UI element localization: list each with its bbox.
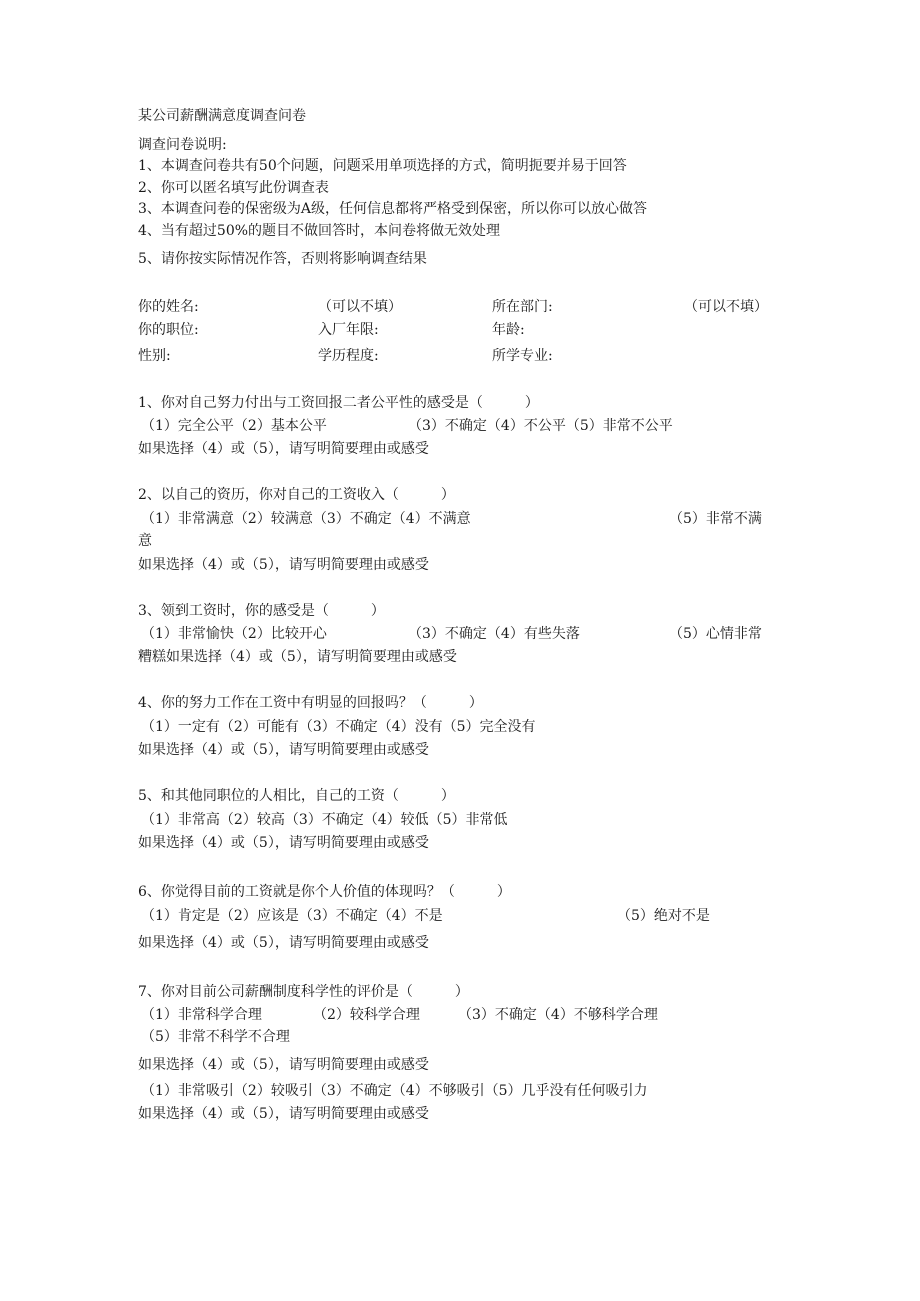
question-options: 意 bbox=[138, 533, 152, 549]
reason-prompt: 如果选择（4）或（5），请写明简要理由或感受 bbox=[138, 1057, 429, 1073]
reason-prompt: 如果选择（4）或（5），请写明简要理由或感受 bbox=[138, 1106, 429, 1122]
name-label: 你的姓名: bbox=[138, 299, 199, 315]
age-label: 年龄: bbox=[492, 322, 525, 338]
reason-prompt: 糟糕如果选择（4）或（5），请写明简要理由或感受 bbox=[138, 649, 457, 665]
question-options: （1）肯定是（2）应该是（3）不确定（4）不是 bbox=[141, 908, 443, 924]
instructions-heading: 调查问卷说明: bbox=[138, 137, 227, 153]
question-text: 6、你觉得目前的工资就是你个人价值的体现吗？（ ） bbox=[138, 884, 511, 900]
question-text: 4、你的努力工作在工资中有明显的回报吗？（ ） bbox=[138, 695, 483, 711]
question-text: 3、领到工资时，你的感受是（ ） bbox=[138, 603, 385, 619]
question-options: （5）心情非常 bbox=[669, 626, 762, 642]
department-optional-note: （可以不填） bbox=[684, 299, 768, 315]
instruction-item: 5、请你按实际情况作答，否则将影响调查结果 bbox=[138, 251, 427, 267]
major-label: 所学专业: bbox=[492, 348, 553, 364]
instruction-item: 3、本调查问卷的保密级为A级，任何信息都将严格受到保密，所以你可以放心做答 bbox=[138, 201, 648, 217]
question-options: （1）非常高（2）较高（3）不确定（4）较低（5）非常低 bbox=[141, 812, 508, 828]
reason-prompt: 如果选择（4）或（5），请写明简要理由或感受 bbox=[138, 935, 429, 951]
reason-prompt: 如果选择（4）或（5），请写明简要理由或感受 bbox=[138, 742, 429, 758]
position-label: 你的职位: bbox=[138, 322, 199, 338]
years-label: 入厂年限: bbox=[318, 322, 379, 338]
reason-prompt: 如果选择（4）或（5），请写明简要理由或感受 bbox=[138, 441, 429, 457]
reason-prompt: 如果选择（4）或（5），请写明简要理由或感受 bbox=[138, 835, 429, 851]
question-text: 1、你对自己努力付出与工资回报二者公平性的感受是（ ） bbox=[138, 395, 539, 411]
question-options: （2）较科学合理 bbox=[313, 1007, 420, 1023]
question-options: （1）非常愉快（2）比较开心 bbox=[141, 626, 327, 642]
question-options: （5）非常不科学不合理 bbox=[141, 1029, 290, 1045]
question-options: （3）不确定（4）不公平（5）非常不公平 bbox=[408, 418, 673, 434]
question-options: （3）不确定（4）不够科学合理 bbox=[458, 1007, 658, 1023]
instruction-item: 1、本调查问卷共有50个问题，问题采用单项选择的方式，简明扼要并易于回答 bbox=[138, 158, 627, 174]
question-options: （1）非常吸引（2）较吸引（3）不确定（4）不够吸引（5）几乎没有任何吸引力 bbox=[141, 1083, 648, 1099]
instruction-item: 2、你可以匿名填写此份调查表 bbox=[138, 180, 329, 196]
department-label: 所在部门: bbox=[492, 299, 553, 315]
question-options: （1）非常满意（2）较满意（3）不确定（4）不满意 bbox=[141, 511, 471, 527]
name-optional-note: （可以不填） bbox=[318, 299, 402, 315]
instruction-item: 4、当有超过50%的题目不做回答时，本问卷将做无效处理 bbox=[138, 223, 501, 239]
question-options: （1）非常科学合理 bbox=[141, 1007, 262, 1023]
gender-label: 性别: bbox=[138, 348, 171, 364]
education-label: 学历程度: bbox=[318, 348, 379, 364]
question-options: （3）不确定（4）有些失落 bbox=[408, 626, 580, 642]
question-options: （5）非常不满 bbox=[669, 511, 762, 527]
reason-prompt: 如果选择（4）或（5），请写明简要理由或感受 bbox=[138, 557, 429, 573]
document-title: 某公司薪酬满意度调查问卷 bbox=[138, 108, 306, 124]
question-text: 2、以自己的资历，你对自己的工资收入（ ） bbox=[138, 487, 455, 503]
question-text: 7、你对目前公司薪酬制度科学性的评价是（ ） bbox=[138, 984, 469, 1000]
question-options: （1）一定有（2）可能有（3）不确定（4）没有（5）完全没有 bbox=[141, 719, 536, 735]
question-options: （1）完全公平（2）基本公平 bbox=[141, 418, 327, 434]
question-options: （5）绝对不是 bbox=[617, 908, 710, 924]
question-text: 5、和其他同职位的人相比，自己的工资（ ） bbox=[138, 788, 455, 804]
